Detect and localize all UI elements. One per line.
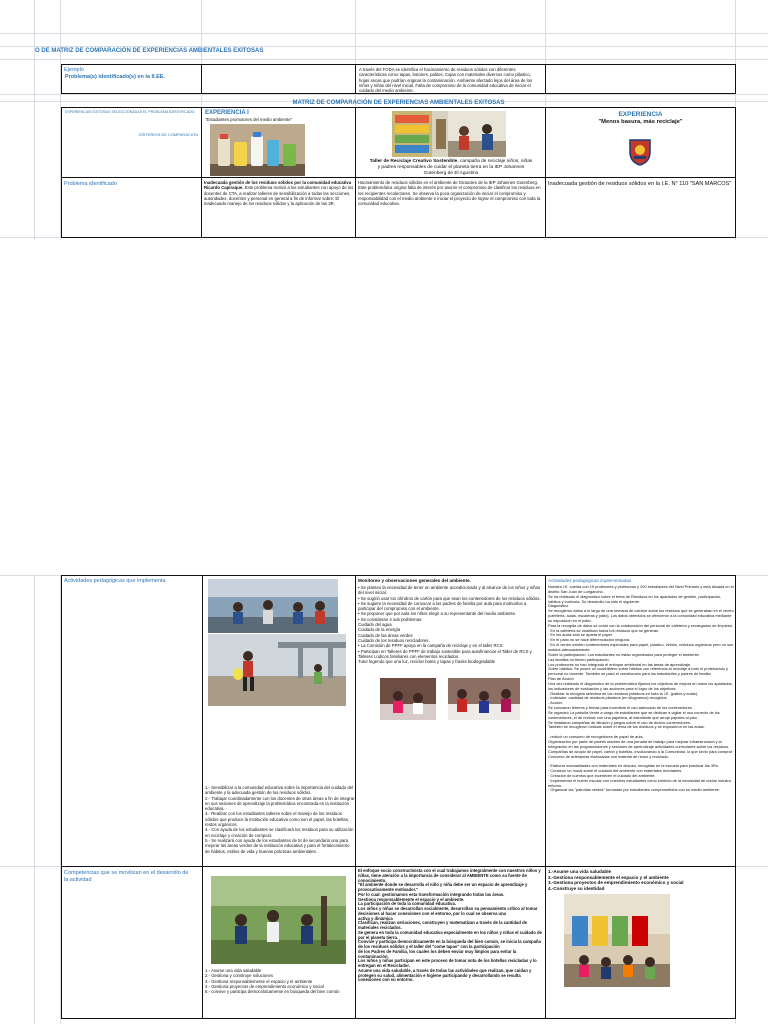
criteria-label: CRITERIOS DE COMPARACIÓN: [138, 132, 198, 137]
photo-children-activity: [380, 678, 436, 720]
problem-exp3-cell: [545, 177, 736, 238]
experience-2-caption-bold: Taller de Reciclaje Creativo Sostenible: [369, 159, 458, 164]
competencies-exp2-text: El enfoque socio constructivista con el cual trabajamos integralmente con nuestros niños y niñas, tiene atención a la importancia de considerar al AMBIENTE como su fuente de conocimiento. "El ambiente donde se desarrolla el niño y niña debe ser un espacio de aprendizaje y provocativamente motivador." Por lo cual: gestionamos esta transformación integrando todas las áreas. Gestiona responsablemente el espacio y el ambiente. La participación de toda la comunidad educativa. Los niños y niñas se desarrollan socialmente, desarrollan su pensamiento crítico al tomar decisiones al hacer conexiones con el entorno, por lo cual se observa una activa y dinámica Clasifican, realizan seriaciones, construyen y matematizan a través de la cantidad de materiales reciclados. Se genera en toda la comunidad educativa especialmente en los niños y niñas el cuidado de por el planeta tierra. Convive y participa democráticamente en la búsqueda del bien común, se inicia la campaña de los residuos sólidos y el taller del "come tapas" con la participación de los Padres de Familia, los cuales los deben enviar muy limpios para evitar la contaminación. Los niños y niñas participan en este proceso de tomar nota de los botellas recicladas y lo entregan en el Reciclador. Asume una vida saludable, a través de todas las actividades que realizan, que cuidan y protegen su salud, alimentación e higiene participando y desarrollando se resulta conexiones con su entorno.: [358, 868, 542, 983]
photo-students-garden: [211, 876, 346, 964]
example-problem-label: Problema(s) identificado(s) en la II.EE.: [65, 74, 165, 80]
experience-1-subtitle: "Estudiantes promotores del medio ambiente": [205, 117, 293, 122]
problem-exp2-text: Hacinamiento de residuos sólidos en el ambiente de Girasoles de la IEP Johannes Gutenberg. Este problemática origina falta de interés por asumir el compromiso de clasificar los residuos en los recipientes recolectores. Se observa la poca organización de iniciar el compromiso y responsabilidad con el medio ambiente e iniciar el proyecto de lograr el compromiso con toda la comunidad educativa.: [358, 180, 541, 207]
activities-exp2-cell: [355, 575, 546, 867]
photo-students-classroom: [208, 579, 338, 633]
competencies-exp3-cell: [545, 866, 736, 1019]
photo-children-recycling-bins: [564, 894, 670, 987]
school-crest-icon: [628, 138, 652, 166]
example-text-cell: [355, 64, 546, 94]
problem-exp1-body: Este problema motivó a los estudiantes con apoyo de los docentes de CTA, a realizar talleres de sensibilización a todas las secciones, autoridades, docentes y personal en general a fin de informar sobre: El inadecuado manejo de los residuos sólidos y la aplicación de las 3R.: [204, 185, 354, 207]
sheet-title: O DE MATRIZ DE COMPARACIÓN DE EXPERIENCIAS AMBIENTALES EXITOSAS: [35, 48, 264, 54]
activities-exp1-text: 1.- Sensibilizar a la comunidad educativa sobre la importancia del cuidado del ambiente y la adecuada gestión de los residuos sólidos. 2.- Trabajar coordinadamente con los docentes de otras áreas a fin de integrar en sus sesiones de aprendizaje la problemática encontrada en la institución educativa. 3.- Realizar con los estudiantes talleres sobre el manejo de los residuos sólidos que produce la institución educativa como son el papel, las botellas, restos orgánicos. 4.- Con ayuda de los estudiantes se clasificará los residuos para su utilización en reciclaje y creación de compost. 5.- Se realizará con ayuda de los estudiantes de 5I de secundaria una para mejorar las áreas verdes de la institución educativa y para el fortalecimiento de hábitos, estilos de vida y buenas prácticas ambientales.: [205, 785, 355, 854]
photo-bottles: [210, 124, 305, 176]
competencies-exp2-cell: [355, 866, 546, 1019]
grid-line: [34, 575, 35, 1024]
experience-3-title: EXPERIENCIA: [618, 111, 663, 118]
problem-exp1-text: [204, 180, 354, 206]
example-empty-cell: [545, 64, 736, 94]
activities-exp3-cell: [545, 575, 736, 867]
problem-exp1-cell: [201, 177, 356, 238]
example-label: Ejemplo: [64, 67, 84, 73]
example-text: A través del FODA se identifica el hacinamiento de residuos sólidos con diferentes características como tapas, botones, palitos. Cajas con materiales diversos como plástico, hojas secas que podrían originar la contaminación. Ambiente afectado lejos del área de los niños y niñas del nivel inicial. Falta de compromiso de la comunidad educativa de iniciar el cuidado del medio ambiente.: [359, 67, 533, 94]
problem-label: Problema identificado: [64, 181, 117, 187]
competencies-label: Competencias que se movilizan en el desarrollo de la actividad: [64, 870, 189, 883]
experience-3-subtitle: "Menos basura, más reciclaje": [598, 119, 683, 125]
experience-2-caption-text: , campaña de reciclaje niños, niñas y padres responsables de cuidar el planeta tierra en la IEP Johannes Gutenberg de El Agustino: [377, 159, 533, 176]
example-empty-cell: [201, 64, 356, 94]
competencies-exp1-text: 1.- Asume una vida saludable 2.- Gestiona y construye soluciones 3.- Gestiona responsablemente el espacio y el ambiente 4.- Gestiona proyectos de emprendimiento económico y social 5.- convive y participa democráticamente en búsqueda del bien común: [205, 968, 340, 995]
photo-recycling-workshop: [392, 111, 506, 157]
header-problem: EL PROBLEMA IDENTIFICADO: [143, 110, 195, 114]
header-experiences: EXPERIENCIAS EXITOSAS SELECCIONADAS: [65, 110, 143, 114]
competencies-exp3-text: 1.-Asume una vida saludable 2.-Gestiona responsablemente el espacio y el ambiente 3.-Gestiona proyectos de emprendimiento económico y social 4.-Construye su identidad: [548, 869, 684, 891]
matrix-title: MATRIZ DE COMPARACIÓN DE EXPERIENCIAS AMBIENTALES EXITOSAS: [292, 100, 505, 106]
activities-exp1-cell: [202, 575, 356, 867]
activities-exp3-text: Nuestra I.E. cuenta con 15 profesores y profesoras y 200 estudiantes del Nivel Primario y está situada en el distrito San Juan de Lurigancho. Se ha realizado el diagnóstico sobre el tema de Residuos en los apartados de gestión, participación, hábitos y curricula. Su desarrollo ha sido el siguiente: Diagnóstico Se recogieron datos a lo largo de una semana de octubre sobre los residuos que se generaban en el centro (cafetería, aulas, escaleras y patio). Los datos obtenidos se ofrecieron a la comunidad educativa mediante su exposición en el patio. Para la recogida de datos se contó con la colaboración del personal de cafetería y encargados de limpieza. · En la cafetería se clasifican todos los residuos que se generan. · En los aulas sólo se aparta el papel. · En el patio no se hace diferenciación ninguna. · En el centro existen contenedores especiales para papel, plástico, vidrios, residuos orgánicos pero no son usados adecuadamente. Sobre la participación: Los estudiantes no están organizados para proteger el ambiente. Las familias no tienen participación. Los profesores no han integrado el enfoque ambiental en las áreas de aprendizaje. Sobre hábitos: Se posee un cuadrilátero sobre hábitos con referencia al reciclaje a todo el profesorado y personal no docente. También se pasó el cuestionario para los estudiantes y padres de familia. Plan de Acción Una vez realizado el diagnóstico de la problemática fijamos los objetivos de mejora en todos los apartados, los indicadores de evaluación y las acciones para el logro de los objetivos: - Realizar la recogida selectiva de los residuos plásticos en toda la I.E. (patios y aulas). - Indicador: cantidad de residuos plásticos (en kilogramos) recogidos. - Acción: Se colocaron letreros y temas para incentivar el uso adecuado de los contenedores. Se organizó La patrulla Verde a cargo de estudiantes que se dedican a vigilar el uso correcto de los contenedores, el de reciclar con una papelera, al estudiante que arroja papeles al piso. Se instalaron campañas de difusión y juegos sobre el uso de dichos contenedores. También se recogieron noticias sobre el tema de los residuos y se expusieron en las aulas. - reducir un consumo de recogedores de papel de aula. Organización por parte de padres madres de una jornada de trabajo para mejorar infraestructura y la Integración en las programaciones y sesiones de aprendizaje actividades curriculares sobre los residuos. Compañías de acopio de papel, cartón y botellas, involucrando a la Comunidad, lo que sirvió para comprar Concurso de artesanías elaboradas con material de reuso y reciclado. · Elaborar manualidades con materiales en desuso, recogidas en la escuela para practicar las 3Rs. · Construir un mural sobre el cuidado del ambiente con materiales reciclables. · Creación de cuentos que incentiven el cuidado del ambiente. · Implementar el huerto escolar con nuestros estudiantes como símbolo de la necesidad de cuidar nuestro entorno. · Organizar las "patrullas verdes" formadas por estudiantes comprometidos con su medio ambiente.: [548, 584, 734, 793]
grid-line: [0, 94, 768, 95]
activities-label-cell: [61, 575, 203, 867]
experience-2-header: [355, 107, 546, 178]
photo-street-cleanup: [208, 634, 346, 706]
example-label-cell: [61, 64, 202, 94]
problem-label-cell: [61, 177, 202, 238]
activities-exp2-text: • Se planteo la necesidad de tener un ambiente acondicionado y al alcance de los niños y niñas del nivel inicial. • Se sugirió usar los cilindros de cartón para que sean los contenedores de los residuos sólidos. • Se sugiere la necesidad de convocar a los padres de familia por aula para motivarlos a participar del compromiso con el ambiente. • Se proponer que por aula los niños elegir a su representante del medio ambiente. • Se consideran 4 sub problemas: Cuidado del agua Cuidado de la energía Cuidado de las áreas verdes Cuidado de los residuos recicladores. • La Comisión de PPFF apoya en la campaña de reciclaje y en el taller RCS • Participan en Talleres de PPFF de trabajo sostenible para autofinanciar el Taller de RCS y Talleres Lúdicos familiares con elementos reciclados. Tutor legendo que una luz, reciclar botes y tapas y frasks biodegradable: [358, 585, 541, 665]
problem-exp1-bold: Inadecuada gestión de los residuos sólidos por la comunidad educativa Ricardo Capiraque.: [204, 180, 352, 191]
experience-2-caption: [368, 159, 534, 176]
problem-exp3-text: Inadecuada gestión de residuos sólidos en la I.E. N° 110 "SAN MARCOS": [548, 181, 732, 187]
photo-parents-workshop: [448, 678, 520, 720]
activities-exp3-heading: Actividades pedagógicas implementadas: [548, 578, 632, 583]
grid-line: [0, 46, 768, 47]
experience-1-header: [201, 107, 356, 178]
experience-1-title: EXPERIENCIA I: [205, 110, 249, 116]
grid-line: [0, 33, 768, 34]
activities-label: Actividades pedagógicas que implementa: [64, 578, 166, 584]
activities-exp2-heading: Monitoreo y observaciones generales del ambiente.: [358, 578, 471, 583]
experience-3-header: [545, 107, 736, 178]
grid-line: [0, 59, 768, 60]
matrix-header-left-cell: [61, 107, 202, 178]
problem-exp2-cell: [355, 177, 546, 238]
competencies-exp1-cell: [202, 866, 356, 1019]
competencies-label-cell: [61, 866, 203, 1019]
grid-line: [34, 0, 35, 240]
